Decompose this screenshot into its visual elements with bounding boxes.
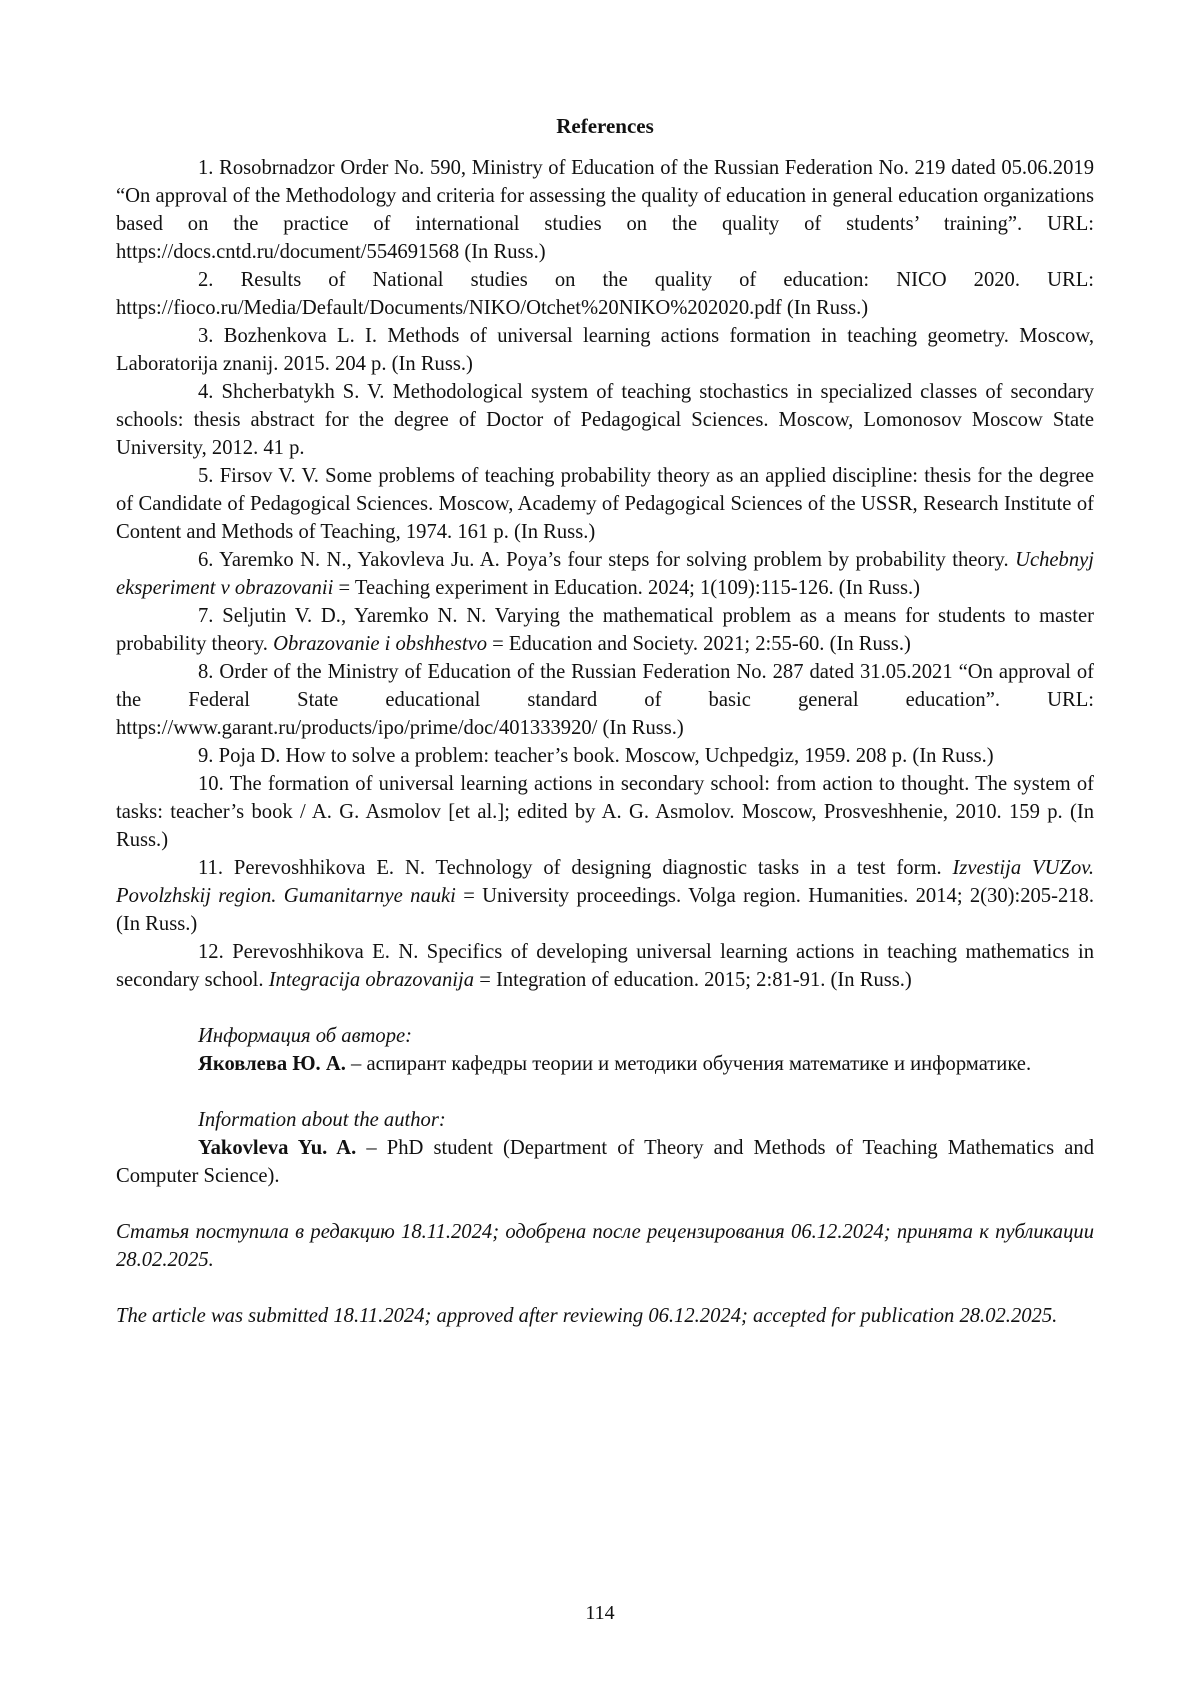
author-name-en: Yakovleva Yu. A. (198, 1137, 357, 1159)
reference-item (116, 742, 1094, 770)
reference-text: = University proceedings. Volga region. Humanities. 2014; 2(30):205-218. (In Russ.) (116, 885, 1094, 935)
reference-item (116, 602, 1094, 658)
author-info-en (116, 1106, 1094, 1190)
reference-text: Firsov V. V. Some problems of teaching probability theory as an applied discipline: thesis for the degree of Candidate of Pedagogical Sciences. Moscow, Academy of Pedagogical Sciences of the USSR, Research Institute of Content and Methods of Teaching, 1974. 161 p. (In Russ.) (116, 465, 1094, 543)
reference-number: 11. (198, 857, 223, 879)
reference-item (116, 154, 1094, 266)
reference-item (116, 322, 1094, 378)
reference-text: Yaremko N. N., Yakovleva Ju. A. Poya’s four steps for solving problem by probability theory. (219, 549, 1016, 571)
reference-number: 1. (198, 157, 214, 179)
reference-item (116, 938, 1094, 994)
reference-text: Order of the Ministry of Education of the Russian Federation No. 287 dated 31.05.2021 “On approval of the Federal State educational standard of basic general education”. URL: https://www.garant.ru/products/ipo/prime/doc/401333920/ (In Russ.) (116, 661, 1094, 739)
reference-text: Seljutin V. D., Yaremko N. N. Varying the mathematical problem as a means for students to master probability theory. (116, 605, 1094, 655)
reference-text: Poja D. How to solve a problem: teacher’s book. Moscow, Uchpedgiz, 1959. 208 p. (In Russ.) (218, 745, 994, 767)
reference-item (116, 462, 1094, 546)
reference-text: Results of National studies on the quality of education: NICO 2020. URL: https://fioco.ru/Media/Default/Documents/NIKO/Otchet%20NIKO%202020.pdf (In Russ.) (116, 269, 1095, 319)
reference-number: 2. (198, 269, 214, 291)
reference-number: 3. (198, 325, 214, 347)
reference-text: Shcherbatykh S. V. Methodological system of teaching stochastics in specialized classes of secondary schools: thesis abstract for the degree of Doctor of Pedagogical Sciences. Moscow, Lomonosov Moscow State University, 2012. 41 p. (116, 381, 1094, 459)
reference-text: Perevoshhikova E. N. Specifics of developing universal learning actions in teaching mathematics in secondary school. (116, 941, 1094, 991)
reference-text: Perevoshhikova E. N. Technology of designing diagnostic tasks in a test form. (233, 857, 953, 879)
author-line-en (116, 1134, 1094, 1190)
author-name-ru: Яковлева Ю. А. (198, 1053, 346, 1075)
reference-number: 12. (198, 941, 224, 963)
author-text-en: – PhD student (Department of Theory and Methods of Teaching Mathematics and Computer Science). (116, 1137, 1094, 1187)
author-info-ru (116, 1022, 1094, 1078)
reference-number: 8. (198, 661, 214, 683)
reference-number: 6. (198, 549, 214, 571)
author-text-ru: – аспирант кафедры теории и методики обучения математике и информатике. (345, 1053, 1032, 1075)
reference-number: 9. (198, 745, 214, 767)
reference-number: 10. (198, 773, 224, 795)
reference-text: = Teaching experiment in Education. 2024; 1(109):115-126. (In Russ.) (333, 577, 921, 599)
page-number: 114 (585, 1602, 615, 1624)
reference-journal: Obrazovanie i obshhestvo (273, 633, 488, 655)
reference-number: 4. (198, 381, 214, 403)
reference-item (116, 546, 1094, 602)
reference-text: The formation of universal learning actions in secondary school: from action to thought. The system of tasks: teacher’s book / A. G. Asmolov [et al.]; edited by A. G. Asmolov. Moscow, Prosveshhenie, 2010. 159 p. (In Russ.) (116, 773, 1094, 851)
article-history (116, 1218, 1094, 1330)
reference-journal: Uchebnyj eksperiment v obrazovanii (116, 549, 1094, 599)
reference-text: Bozhenkova L. I. Methods of universal learning actions formation in teaching geometry. Moscow, Laboratorija znanij. 2015. 204 p. (In Russ.) (116, 325, 1094, 375)
references-heading: References (556, 114, 654, 138)
author-info-heading-en: Information about the author: (198, 1109, 446, 1131)
reference-text: = Integration of education. 2015; 2:81-91. (In Russ.) (474, 969, 912, 991)
reference-text: Rosobrnadzor Order No. 590, Ministry of Education of the Russian Federation No. 219 dated 05.06.2019 “On approval of the Methodology and criteria for assessing the quality of education in general education organizations based on the practice of international studies on the quality of students’ training”. URL: https://docs.cntd.ru/document/554691568 (In Russ.) (116, 157, 1094, 263)
reference-text: = Education and Society. 2021; 2:55-60. (In Russ.) (487, 633, 911, 655)
reference-journal: Izvestija VUZov. Povolzhskij region. Gumanitarnye nauki (116, 857, 1095, 907)
reference-item (116, 770, 1094, 854)
reference-item (116, 658, 1094, 742)
author-line-ru (116, 1050, 1094, 1078)
author-info-heading-ru: Информация об авторе: (198, 1025, 412, 1047)
article-history-en: The article was submitted 18.11.2024; approved after reviewing 06.12.2024; accepted for publication 28.02.2025. (116, 1305, 1058, 1327)
reference-item (116, 266, 1094, 322)
article-history-ru: Статья поступила в редакцию 18.11.2024; одобрена после рецензирования 06.12.2024; принята к публикации 28.02.2025. (116, 1221, 1094, 1271)
reference-item (116, 854, 1094, 938)
references-list (116, 154, 1094, 994)
reference-journal: Integracija obrazovanija (268, 969, 475, 991)
reference-number: 5. (198, 465, 214, 487)
reference-item (116, 378, 1094, 462)
reference-number: 7. (198, 605, 214, 627)
